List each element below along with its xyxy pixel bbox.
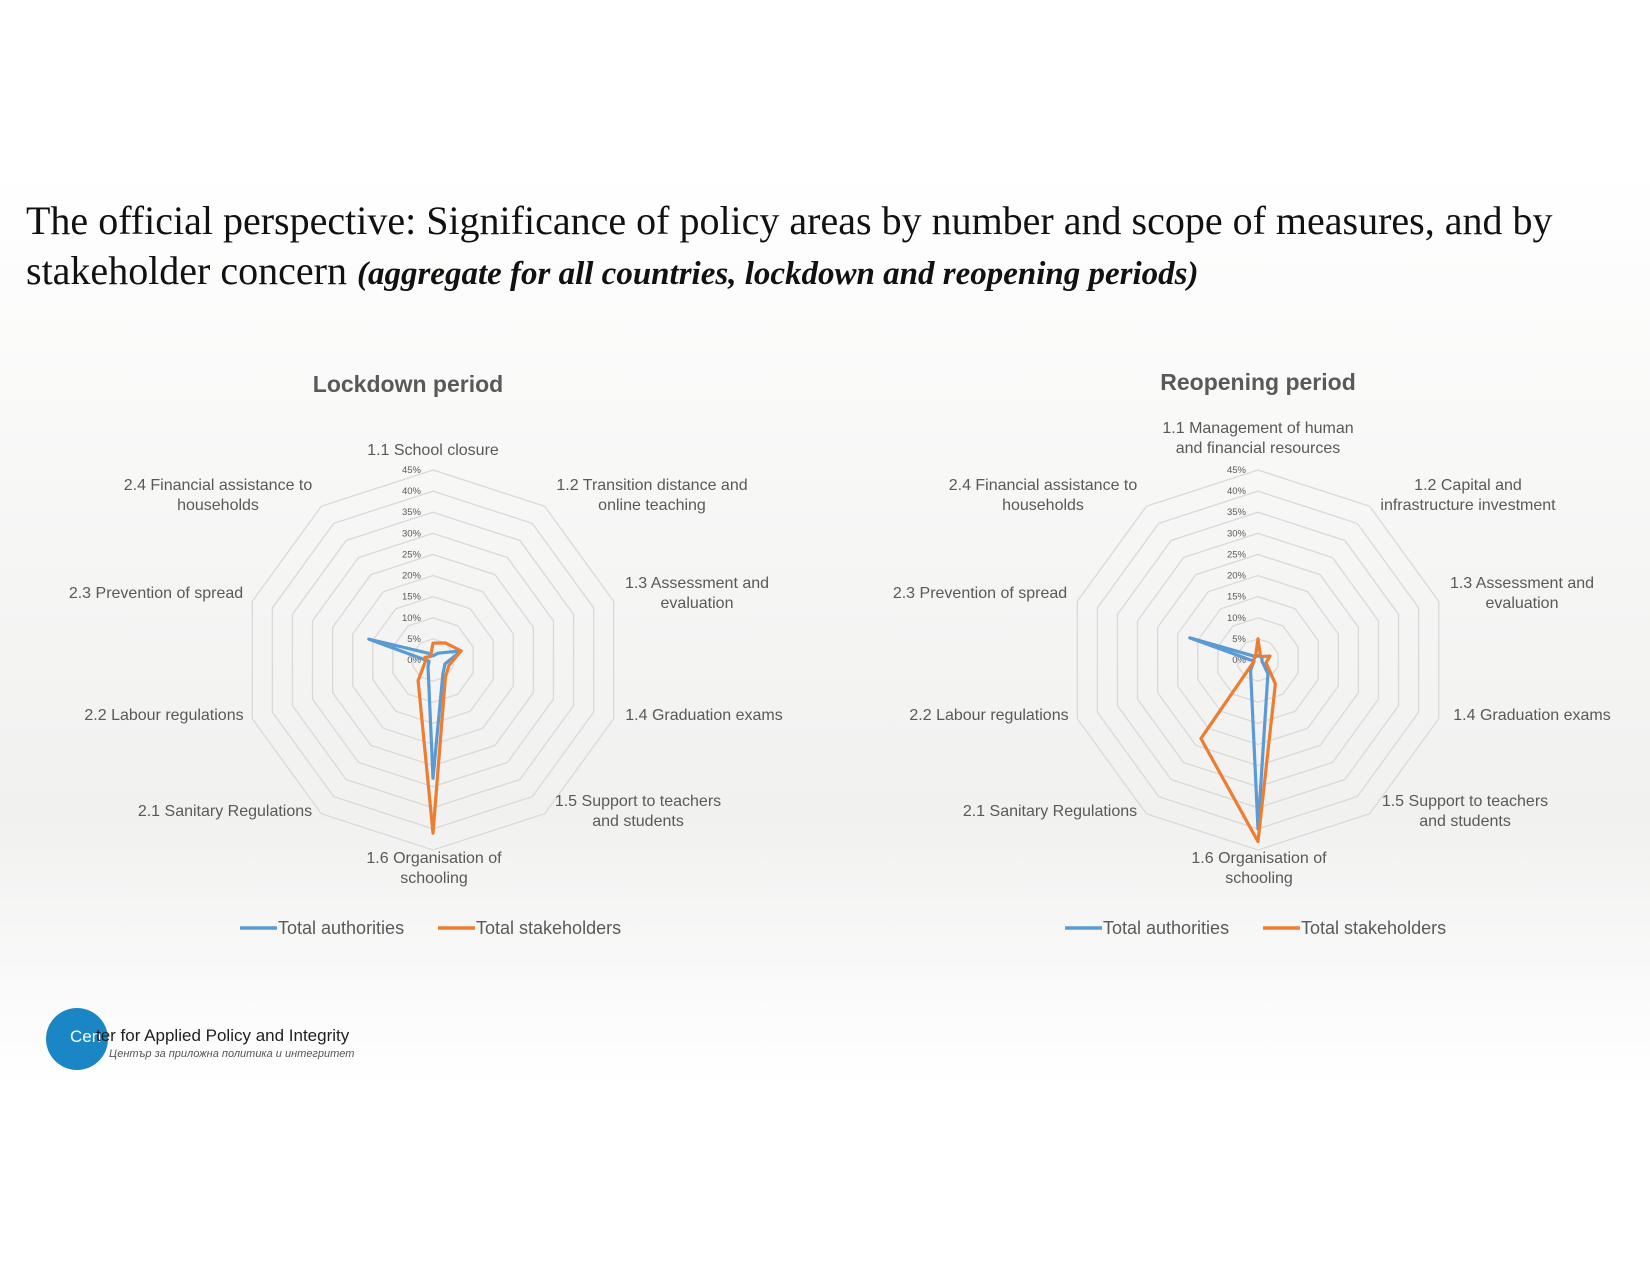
category-label: households [1002,497,1084,514]
chart-title: Lockdown period [312,371,504,397]
category-label: 1.6 Organisation of [1191,850,1327,867]
category-label: 1.1 Management of human [1162,420,1354,437]
tick-label: 5% [1232,633,1246,645]
category-label: infrastructure investment [1380,497,1556,514]
logo-text-cen: Cen [70,1027,102,1046]
tick-label: 30% [401,528,421,540]
tick-label: 10% [1226,612,1246,624]
category-label: 2.2 Labour regulations [84,707,244,724]
category-label: 1.4 Graduation exams [625,707,783,724]
grid-ring [333,554,534,765]
grid-ring [1097,491,1418,829]
category-label: evaluation [1485,595,1559,612]
category-label: households [177,497,259,514]
category-label: online teaching [598,497,706,514]
category-label: 2.3 Prevention of spread [68,585,244,602]
category-label: 1.5 Support to teachers [554,793,722,810]
tick-label: 20% [1226,570,1246,582]
grid-ring [353,576,514,745]
legend-label: Total stakeholders [476,918,622,938]
grid-ring [1178,576,1339,745]
series-authorities-line [1190,638,1268,829]
tick-label: 40% [401,486,421,498]
category-label: 2.4 Financial assistance to [123,477,313,494]
category-label: schooling [1225,870,1293,887]
legend-label: Total authorities [278,918,405,938]
grid-ring [1138,533,1379,786]
grid-ring [1158,554,1359,765]
chart-title: Reopening period [1160,369,1356,395]
category-label: 2.3 Prevention of spread [892,585,1068,602]
tick-label: 20% [401,570,421,582]
tick-label: 15% [1226,591,1246,603]
tick-label: 45% [401,465,421,476]
page-title-subtitle: (aggregate for all countries, lockdown and reopening periods) [356,256,1199,292]
legend-label: Total stakeholders [1301,918,1447,938]
category-label: 1.3 Assessment and [1449,575,1595,592]
category-label: and students [1419,813,1511,830]
tick-label: 15% [401,591,421,603]
page-title-main: The official perspective: Significance of policy areas by number and scope of measures, and by stakeholder concern [26,198,1553,293]
category-label: 1.1 School closure [367,442,499,459]
category-label: 1.4 Graduation exams [1453,707,1611,724]
logo-text-bulgarian: Център за приложна политика и интегритет [109,1048,355,1060]
category-label: 1.3 Assessment and [624,575,770,592]
grid-ring [373,597,493,724]
category-label: 1.5 Support to teachers [1381,793,1549,810]
grid-ring [1117,512,1398,808]
category-label: 1.2 Transition distance and [556,477,748,494]
category-label: 2.1 Sanitary Regulations [137,803,313,820]
tick-label: 0% [1232,655,1246,666]
category-label: and students [592,813,684,830]
tick-label: 30% [1226,528,1246,540]
tick-label: 5% [407,633,421,645]
tick-label: 0% [407,655,421,666]
tick-label: 10% [401,612,421,624]
grid-ring [1218,618,1298,702]
category-label: and financial resources [1175,440,1341,457]
tick-label: 35% [401,507,421,519]
category-label: 1.2 Capital and [1414,477,1522,494]
category-label: 1.6 Organisation of [366,850,502,867]
category-label: 2.4 Financial assistance to [948,477,1138,494]
tick-label: 40% [1226,486,1246,498]
category-label: 2.1 Sanitary Regulations [962,803,1138,820]
grid-ring [393,618,473,702]
category-label: 2.2 Labour regulations [909,707,1069,724]
legend-label: Total authorities [1103,918,1230,938]
tick-label: 35% [1226,507,1246,519]
tick-label: 45% [1226,465,1246,476]
tick-label: 25% [1226,549,1246,561]
grid-ring [1198,597,1318,724]
tick-label: 25% [401,549,421,561]
logo-text-english: ter for Applied Policy and Integrity [96,1026,350,1045]
category-label: evaluation [660,595,734,612]
category-label: schooling [400,870,468,887]
